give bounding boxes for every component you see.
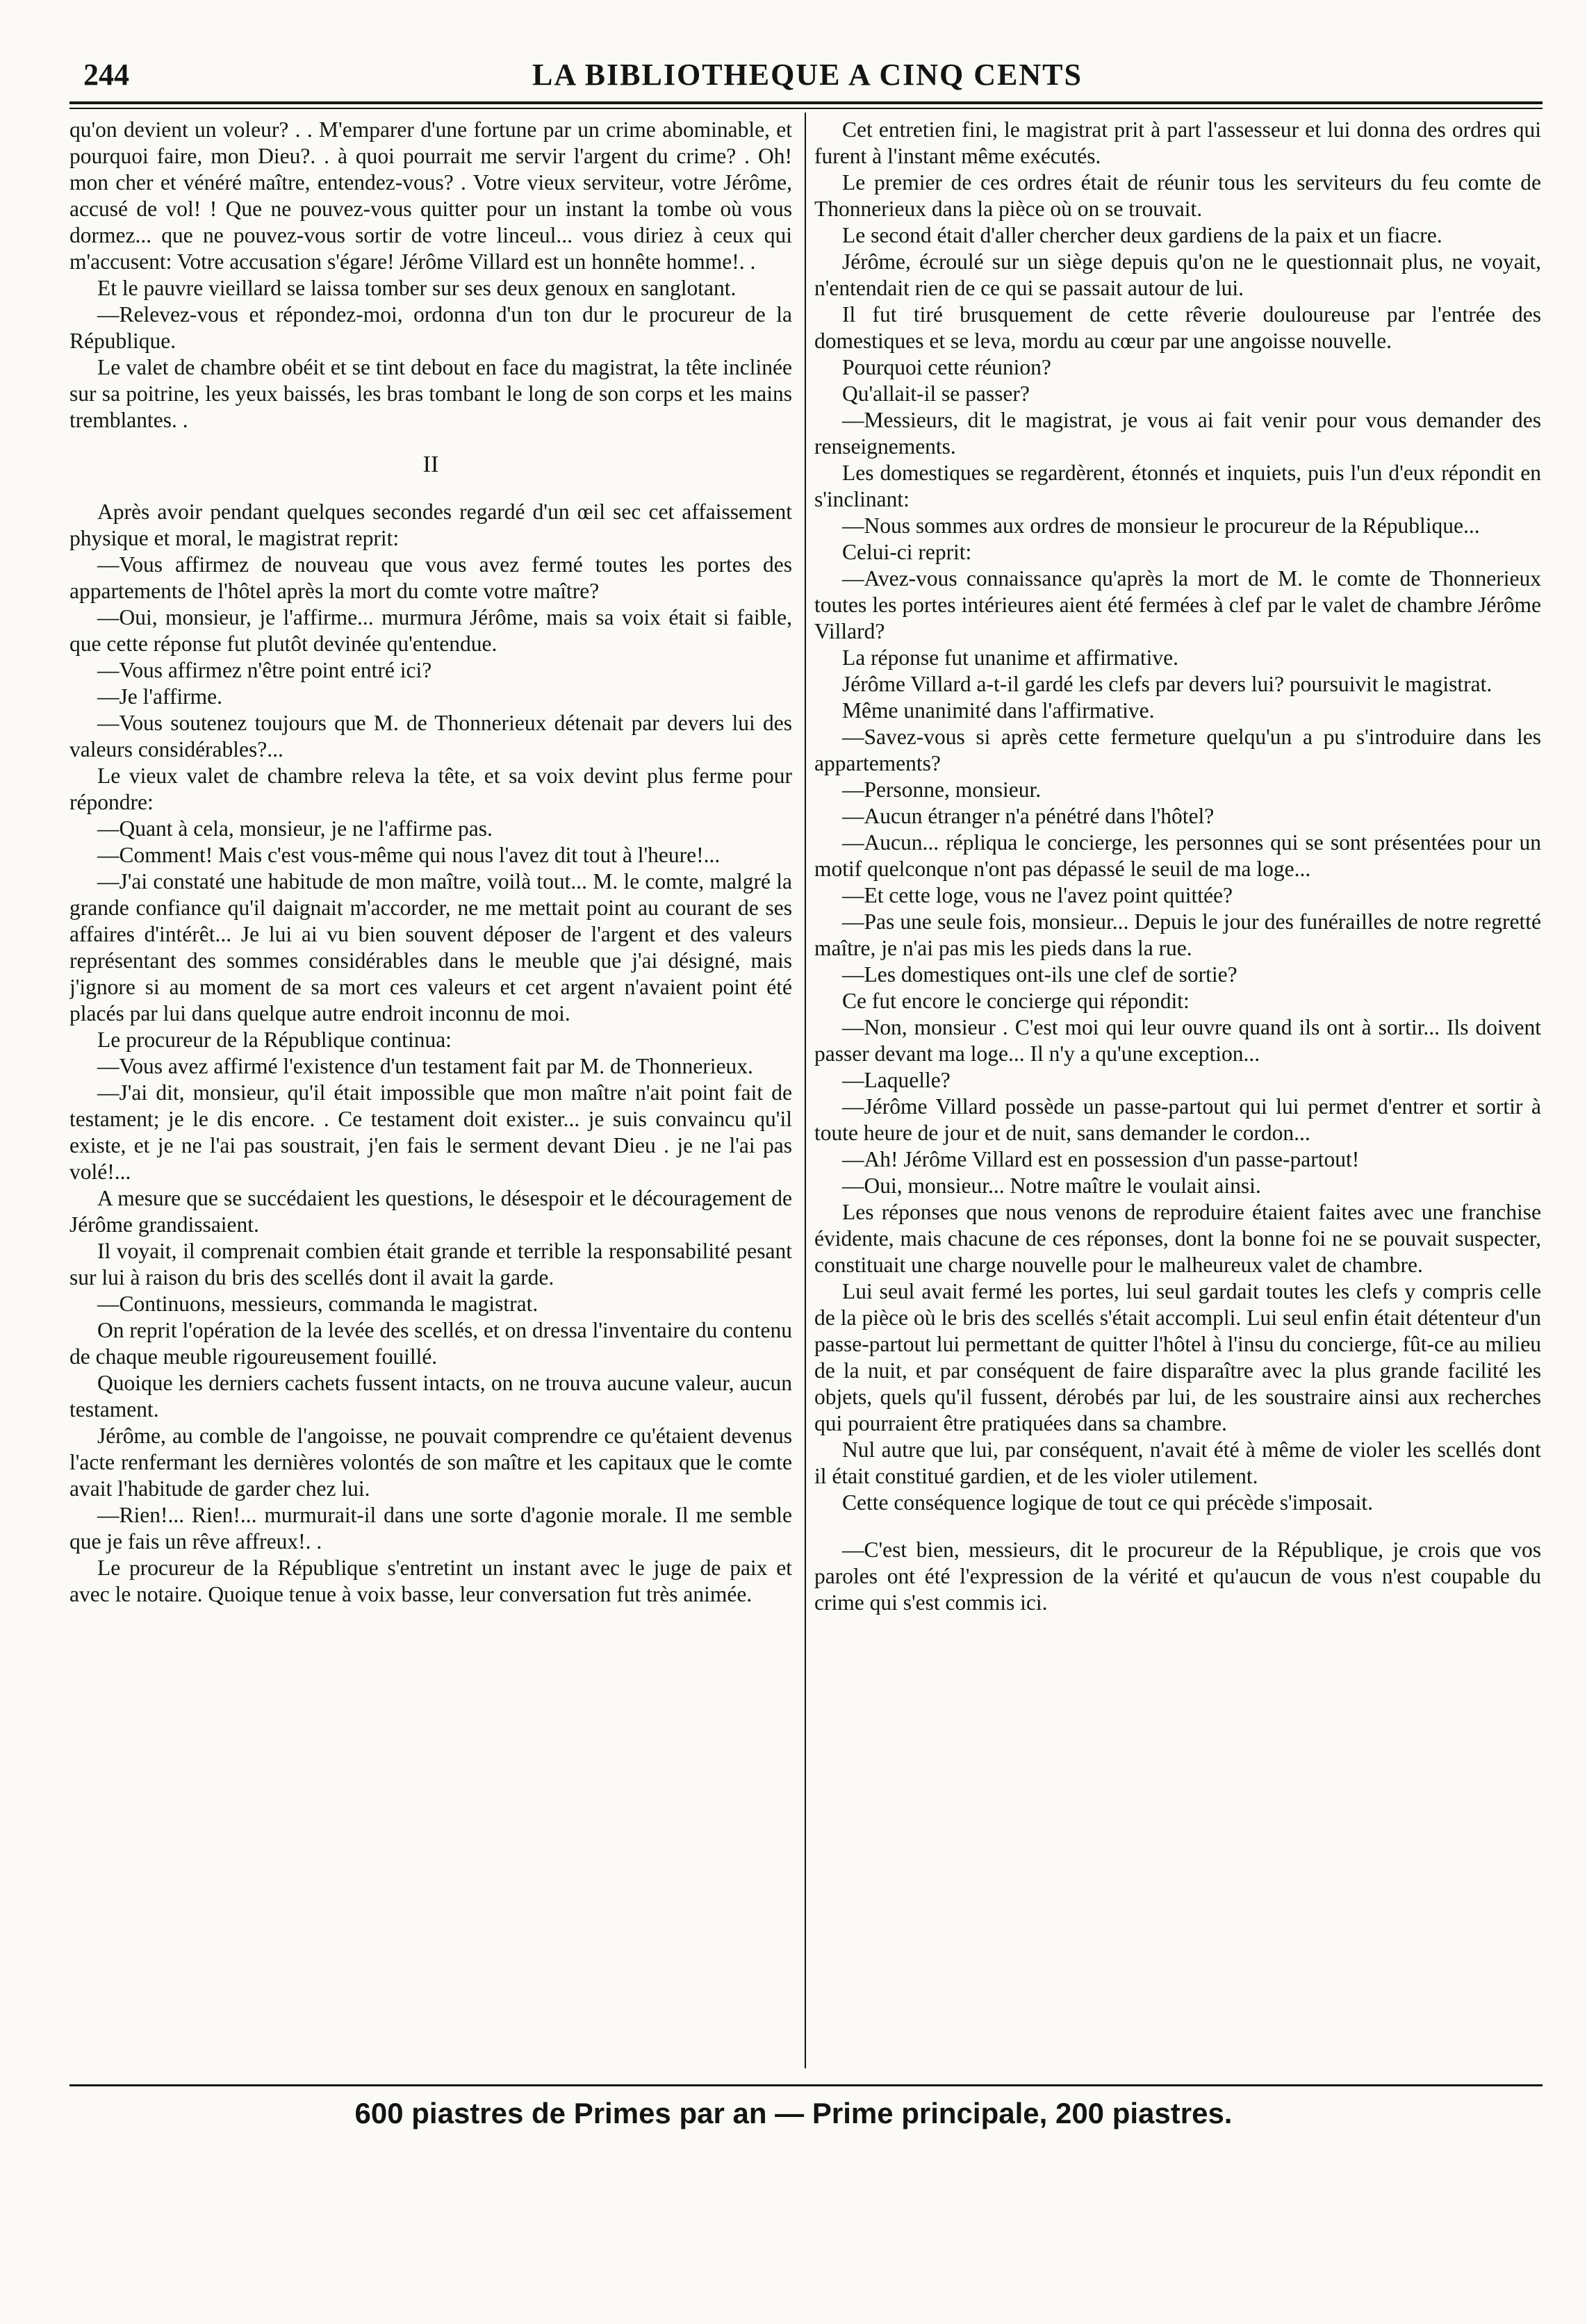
header-rule-thin xyxy=(69,108,1543,109)
paragraph: Pourquoi cette réunion? xyxy=(842,355,1051,379)
paragraph: Il voyait, il comprenait combien était grande et terrible la responsabilité pesant sur lui à raison du bris des scellés dont il avait la garde. xyxy=(69,1239,792,1289)
paragraph: Jérôme, au comble de l'angoisse, ne pouvait comprendre ce qu'étaient devenus l'acte renfermant les dernières volontés de son maître et les capitaux que le comte avait l'habitude de garder chez lui. xyxy=(69,1424,792,1501)
left-column xyxy=(69,117,792,2069)
paragraph: —Oui, monsieur... Notre maître le voulait ainsi. xyxy=(842,1173,1261,1198)
header-rule xyxy=(69,101,1543,104)
paragraph: —Et cette loge, vous ne l'avez point quittée? xyxy=(842,883,1233,907)
paragraph: —Messieurs, dit le magistrat, je vous ai fait venir pour vous demander des renseignements. xyxy=(814,408,1541,459)
running-title: LA BIBLIOTHEQUE A CINQ CENTS xyxy=(532,58,1083,92)
paragraph: —Aucun étranger n'a pénétré dans l'hôtel? xyxy=(842,804,1215,828)
paragraph: —Comment! Mais c'est vous-même qui nous l'avez dit tout à l'heure!... xyxy=(97,843,721,867)
paragraph: —Non, monsieur . C'est moi qui leur ouvre quand ils ont à sortir... Ils doivent passer devant ma loge... Il n'y a qu'une exception... xyxy=(814,1015,1541,1066)
paragraph: —Quant à cela, monsieur, je ne l'affirme pas. xyxy=(97,816,493,841)
paragraph: —Rien!... Rien!... murmurait-il dans une sorte d'agonie morale. Il me semble que je fais un rêve affreux!. . xyxy=(69,1503,792,1554)
paragraph: —Vous avez affirmé l'existence d'un testament fait par M. de Thonnerieux. xyxy=(97,1054,753,1078)
paragraph: —J'ai dit, monsieur, qu'il était impossible que mon maître n'ait point fait de testament; je le dis encore. . Ce testament doit exister... je suis convaincu qu'il existe, et je ne l'ai pas soustrait, j'en fais le serment devant Dieu . je ne l'ai pas volé!... xyxy=(69,1080,792,1184)
paragraph: Après avoir pendant quelques secondes regardé d'un œil sec cet affaissement physique et moral, le magistrat reprit: xyxy=(69,500,792,550)
paragraph: —Jérôme Villard possède un passe-partout qui lui permet d'entrer et sortir à toute heure de jour et de nuit, sans demander le cordon... xyxy=(814,1094,1541,1145)
footer-rule xyxy=(69,2084,1543,2086)
paragraph: Ce fut encore le concierge qui répondit: xyxy=(842,989,1190,1013)
paragraph: On reprit l'opération de la levée des scellés, et on dressa l'inventaire du contenu de chaque meuble rigoureusement fouillé. xyxy=(69,1318,792,1369)
paragraph: —Continuons, messieurs, commanda le magistrat. xyxy=(97,1292,538,1316)
paragraph: Les domestiques se regardèrent, étonnés et inquiets, puis l'un d'eux répondit en s'inclinant: xyxy=(814,461,1541,511)
paragraph: Jérôme, écroulé sur un siège depuis qu'on ne le questionnait plus, ne voyait, n'entendait rien de ce qui se passait autour de lui. xyxy=(814,249,1541,300)
paragraph: A mesure que se succédaient les questions, le désespoir et le découragement de Jérôme grandissaient. xyxy=(69,1186,792,1237)
paragraph: —Vous soutenez toujours que M. de Thonnerieux détenait par devers lui des valeurs considérables?... xyxy=(69,711,792,761)
section-heading: II xyxy=(422,452,439,477)
paragraph: Le second était d'aller chercher deux gardiens de la paix et un fiacre. xyxy=(842,223,1442,247)
paragraph: Jérôme Villard a-t-il gardé les clefs par devers lui? poursuivit le magistrat. xyxy=(842,672,1493,696)
paragraph: Le procureur de la République continua: xyxy=(97,1028,452,1052)
paragraph: —Laquelle? xyxy=(842,1068,951,1092)
page-number: 244 xyxy=(83,58,129,92)
column-divider xyxy=(805,113,806,2068)
paragraph: —Personne, monsieur. xyxy=(842,777,1042,802)
paragraph: —Aucun... répliqua le concierge, les personnes qui se sont présentées pour un motif quelconque n'ont pas dépassé le seuil de ma loge... xyxy=(814,830,1541,881)
paragraph: —Les domestiques ont-ils une clef de sortie? xyxy=(842,962,1237,987)
paragraph: qu'on devient un voleur? . . M'emparer d'une fortune par un crime abominable, et pourquoi faire, mon Dieu?. . à quoi pourrait me servir l'argent du crime? . Oh! mon cher et vénéré maître, entendez-vous? . Votre vieux serviteur, votre Jérôme, accusé de vol! ! Que ne pouvez-vous quitter pour un instant la tombe où vous dormez... que ne pouvez-vous sortir de votre linceul... vous diriez à ceux qui m'accusent: Votre accusation s'égare! Jérôme Villard est un honnête homme!. . xyxy=(69,117,792,274)
paragraph: —Oui, monsieur, je l'affirme... murmura Jérôme, mais sa voix était si faible, que cette réponse fut plutôt devinée qu'entendue. xyxy=(69,605,792,656)
paragraph: Cette conséquence logique de tout ce qui précède s'imposait. xyxy=(842,1490,1374,1515)
paragraph: Et le pauvre vieillard se laissa tomber sur ses deux genoux en sanglotant. xyxy=(97,276,737,300)
paragraph: —Savez-vous si après cette fermeture quelqu'un a pu s'introduire dans les appartements? xyxy=(814,725,1541,775)
paragraph: —Vous affirmez de nouveau que vous avez fermé toutes les portes des appartements de l'hôtel après la mort du comte votre maître? xyxy=(69,552,792,603)
paragraph: Les réponses que nous venons de reproduire étaient faites avec une franchise évidente, mais chacune de ces réponses, dont la bonne foi ne se pouvait suspecter, constituait une charge nouvelle pour le malheureux valet de chambre. xyxy=(814,1200,1541,1277)
right-column xyxy=(814,117,1541,2069)
paragraph: —Avez-vous connaissance qu'après la mort de M. le comte de Thonnerieux toutes les portes intérieures aient été fermées à clef par le valet de chambre Jérôme Villard? xyxy=(814,566,1541,643)
paragraph: —Vous affirmez n'être point entré ici? xyxy=(97,658,432,682)
paragraph: Le valet de chambre obéit et se tint debout en face du magistrat, la tête inclinée sur sa poitrine, les yeux baissés, les bras tombant le long de son corps et les mains tremblantes. . xyxy=(69,355,792,432)
paragraph: Il fut tiré brusquement de cette rêverie douloureuse par l'entrée des domestiques et se leva, mordu au cœur par une angoisse nouvelle. xyxy=(814,302,1541,353)
paragraph: —Ah! Jérôme Villard est en possession d'un passe-partout! xyxy=(842,1147,1360,1171)
paragraph: La réponse fut unanime et affirmative. xyxy=(842,645,1178,670)
paragraph: Lui seul avait fermé les portes, lui seul gardait toutes les clefs y compris celle de la pièce où le bris des scellés s'était accompli. Lui seul enfin était détenteur d'un passe-partout lui permettant de quitter l'hôtel à l'insu du concierge, fût-ce au milieu de la nuit, et par conséquent de faire disparaître avec la plus grande facilité les objets, quels qu'il fussent, dérobés par lui, de les soustraire ainsi aux recherches qui pourraient être pratiquées dans sa chambre. xyxy=(814,1279,1541,1435)
paragraph: Qu'allait-il se passer? xyxy=(842,381,1030,406)
paragraph: —J'ai constaté une habitude de mon maître, voilà tout... M. le comte, malgré la grande confiance qu'il daignait m'accorder, ne me mettait point au courant de ses affaires d'intérêt... Je lui ai vu bien souvent déposer de l'argent et des valeurs représentant des sommes considérables dans le meuble que j'ai désigné, mais j'ignore si au moment de sa mort ces valeurs et cet argent n'avaient point été placés par lui dans quelque autre endroit inconnu de moi. xyxy=(69,869,792,1025)
paragraph: Même unanimité dans l'affirmative. xyxy=(842,698,1155,723)
paragraph: Le procureur de la République s'entretint un instant avec le juge de paix et avec le notaire. Quoique tenue à voix basse, leur conversation fut très animée. xyxy=(69,1556,792,1606)
paragraph: Celui-ci reprit: xyxy=(842,540,972,564)
paragraph: —Nous sommes aux ordres de monsieur le procureur de la République... xyxy=(842,513,1480,538)
paragraph: Le vieux valet de chambre releva la tête, et sa voix devint plus ferme pour répondre: xyxy=(69,764,792,814)
paragraph: Le premier de ces ordres était de réunir tous les serviteurs du feu comte de Thonnerieux dans la pièce où on se trouvait. xyxy=(814,170,1541,221)
paragraph: —Relevez-vous et répondez-moi, ordonna d'un ton dur le procureur de la République. xyxy=(69,302,792,353)
page-header xyxy=(83,57,1531,99)
paragraph: —Je l'affirme. xyxy=(97,684,223,709)
paragraph: Cet entretien fini, le magistrat prit à part l'assesseur et lui donna des ordres qui furent à l'instant même exécutés. xyxy=(814,117,1541,168)
footer-banner: 600 piastres de Primes par an — Prime principale, 200 piastres. xyxy=(354,2097,1233,2129)
paragraph: —C'est bien, messieurs, dit le procureur de la République, je crois que vos paroles ont été l'expression de la vérité et qu'aucun de vous n'est coupable du crime qui s'est commis ici. xyxy=(814,1538,1541,1615)
paragraph: —Pas une seule fois, monsieur... Depuis le jour des funérailles de notre regretté maître, je n'ai pas mis les pieds dans la rue. xyxy=(814,909,1541,960)
paragraph: Quoique les derniers cachets fussent intacts, on ne trouva aucune valeur, aucun testament. xyxy=(69,1371,792,1421)
paragraph: Nul autre que lui, par conséquent, n'avait été à même de violer les scellés dont il était constitué gardien, et de les violer utilement. xyxy=(814,1437,1541,1488)
